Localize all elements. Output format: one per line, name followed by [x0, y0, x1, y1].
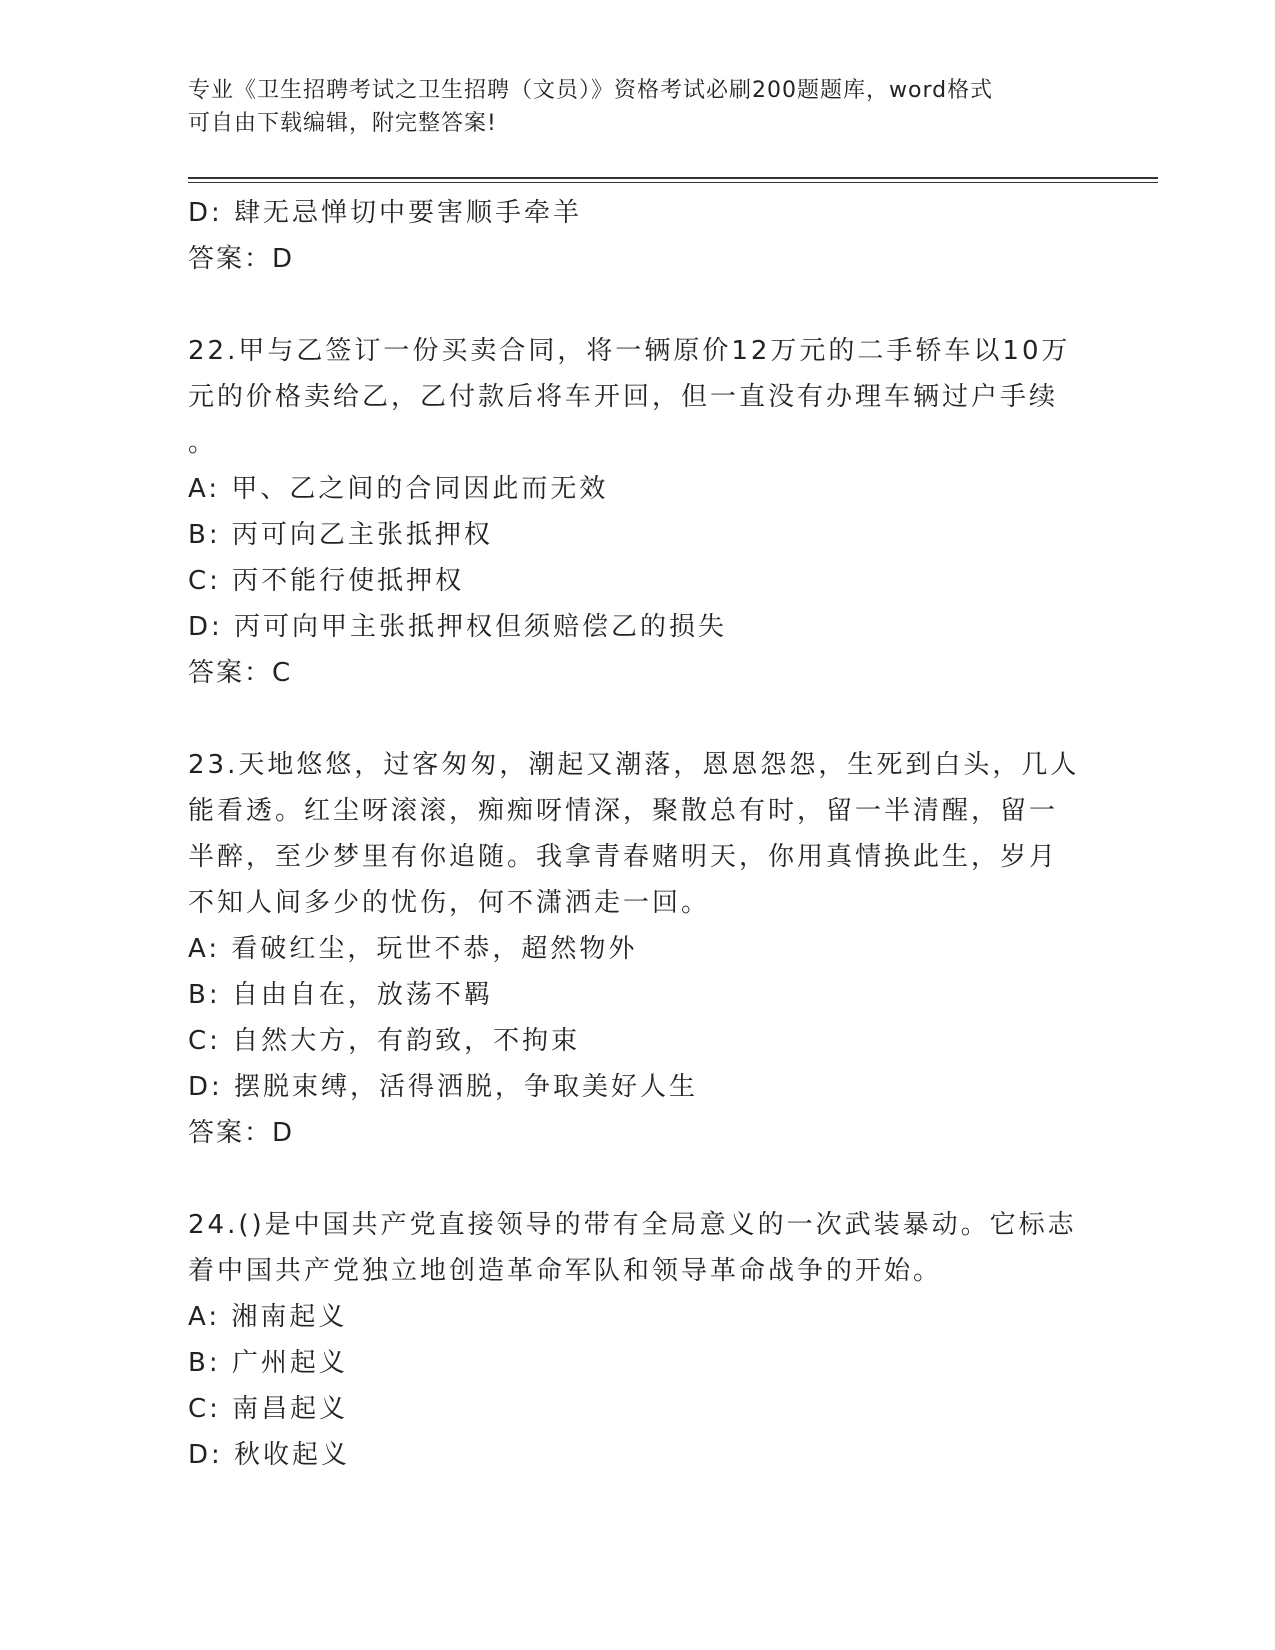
question-text-line: 22.甲与乙签订一份买卖合同，将一辆原价12万元的二手轿车以10万: [188, 336, 1071, 366]
option-c: C: 丙不能行使抵押权: [188, 566, 465, 596]
header-line-2: 可自由下载编辑，附完整答案!: [188, 111, 497, 136]
question-23: [188, 742, 1088, 1156]
header-line-1: 专业《卫生招聘考试之卫生招聘（文员）》资格考试必刷200题题库，word格式: [188, 78, 994, 103]
answer-line: 答案：C: [188, 658, 293, 688]
page-header: [188, 74, 1068, 140]
option-b: B: 丙可向乙主张抵押权: [188, 520, 493, 550]
answer-line: 答案：D: [188, 1118, 295, 1148]
question-24: [188, 1202, 1088, 1478]
option-c: C: 南昌起义: [188, 1394, 349, 1424]
option-b: B: 自由自在，放荡不羁: [188, 980, 493, 1010]
option-d: D: 肆无忌惮切中要害顺手牵羊: [188, 198, 583, 228]
option-c: C: 自然大方，有韵致，不拘束: [188, 1026, 581, 1056]
spacer: [188, 696, 1088, 742]
answer-line: 答案：D: [188, 244, 295, 274]
document-body: [188, 190, 1088, 1478]
question-text-line: 23.天地悠悠，过客匆匆，潮起又潮落，恩恩怨怨，生死到白头，几人: [188, 750, 1080, 780]
question-text-line: 不知人间多少的忧伤，何不潇洒走一回。: [188, 888, 711, 918]
option-d: D: 摆脱束缚，活得洒脱，争取美好人生: [188, 1072, 699, 1102]
question-text-line: 。: [188, 428, 218, 458]
option-d: D: 丙可向甲主张抵押权但须赔偿乙的损失: [188, 612, 728, 642]
question-22: [188, 328, 1088, 696]
question-text-line: 元的价格卖给乙，乙付款后将车开回，但一直没有办理车辆过户手续: [188, 382, 1059, 412]
header-rule-thick: [188, 177, 1158, 179]
option-d: D: 秋收起义: [188, 1440, 351, 1470]
question-text-line: 24.()是中国共产党直接领导的带有全局意义的一次武装暴动。它标志: [188, 1210, 1077, 1240]
option-a: A: 甲、乙之间的合同因此而无效: [188, 474, 609, 504]
option-b: B: 广州起义: [188, 1348, 348, 1378]
question-text-line: 半醉，至少梦里有你追随。我拿青春赌明天，你用真情换此生，岁月: [188, 842, 1059, 872]
question-text-line: 着中国共产党独立地创造革命军队和领导革命战争的开始。: [188, 1256, 943, 1286]
header-rule-thin: [188, 182, 1158, 183]
question-text-line: 能看透。红尘呀滚滚，痴痴呀情深，聚散总有时，留一半清醒，留一: [188, 796, 1059, 826]
option-a: A: 湘南起义: [188, 1302, 348, 1332]
option-a: A: 看破红尘，玩世不恭，超然物外: [188, 934, 638, 964]
spacer: [188, 282, 1088, 328]
spacer: [188, 1156, 1088, 1202]
